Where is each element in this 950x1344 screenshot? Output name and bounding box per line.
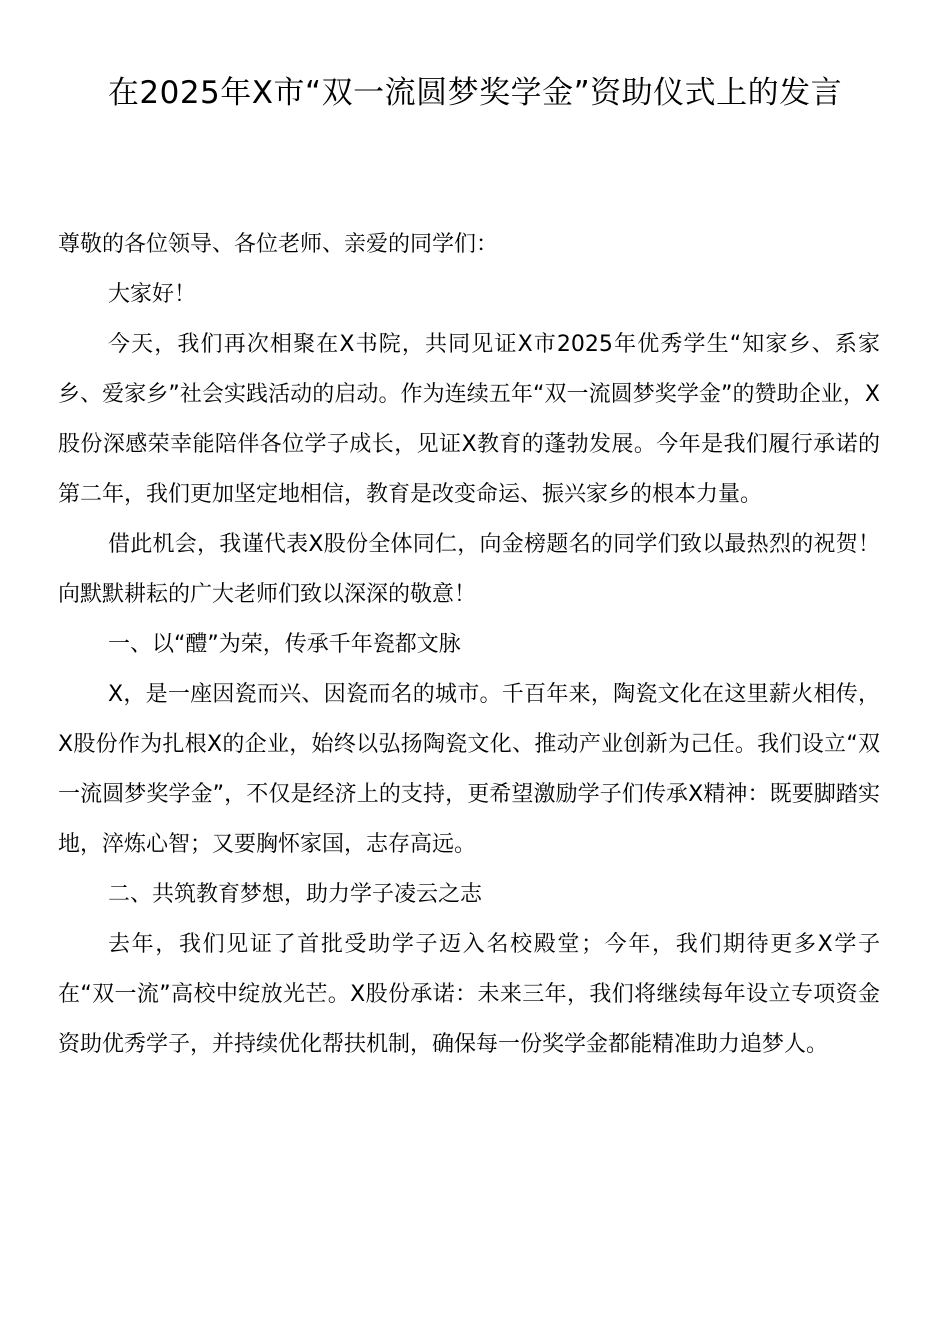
paragraph-intro: 今天，我们再次相聚在X书院，共同见证X市2025年优秀学生“知家乡、系家乡、爱家乡”社会实践活动的启动。作为连续五年“双一流圆梦奖学金”的赞助企业，X股份深感荣幸能陪伴各位学子成长，见证X教育的蓬勃发展。今年是我们履行承诺的第二年，我们更加坚定地相信，教育是改变命运、振兴家乡的根本力量。 — [58, 332, 880, 507]
greeting: 大家好！ — [108, 282, 197, 307]
salutation: 尊敬的各位领导、各位老师、亲爱的同学们： — [58, 232, 499, 257]
section-1-text: X，是一座因瓷而兴、因瓷而名的城市。千百年来，陶瓷文化在这里薪火相传，X股份作为扎根X的企业，始终以弘扬陶瓷文化、推动产业创新为己任。我们设立“双一流圆梦奖学金”，不仅是经济上的支持，更希望激励学子们传承X精神：既要脚踏实地，淬炼心智；又要胸怀家国，志存高远。 — [58, 682, 880, 857]
document-title: 在2025年X市“双一流圆梦奖学金”资助仪式上的发言 — [107, 75, 843, 111]
section-2-text: 去年，我们见证了首批受助学子迈入名校殿堂；今年，我们期待更多X学子在“双一流”高校中绽放光芒。X股份承诺：未来三年，我们将继续每年设立专项资金资助优秀学子，并持续优化帮扶机制，确保每一份奖学金都能精准助力追梦人。 — [58, 932, 880, 1057]
paragraph-congratulations: 借此机会，我谨代表X股份全体同仁，向金榜题名的同学们致以最热烈的祝贺！向默默耕耘的广大老师们致以深深的敬意！ — [58, 532, 880, 607]
section-2-heading: 二、共筑教育梦想，助力学子凌云之志 — [108, 882, 483, 907]
document-body — [58, 220, 880, 1070]
section-1-heading: 一、以“醴”为荣，传承千年瓷都文脉 — [108, 632, 461, 657]
